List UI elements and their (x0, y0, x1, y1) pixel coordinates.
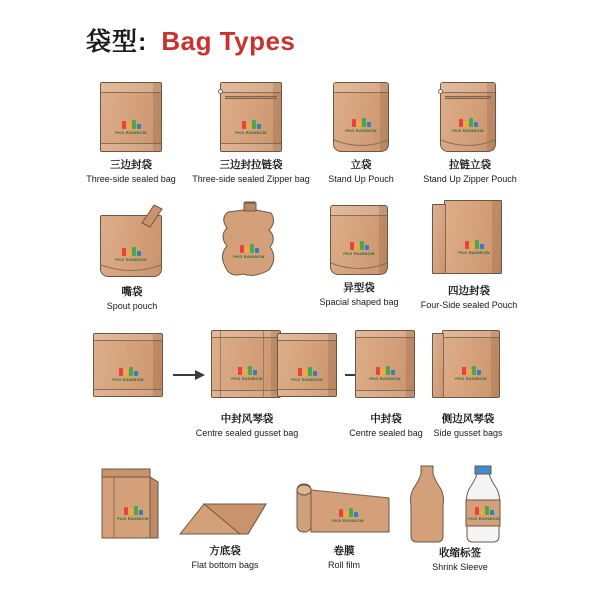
bag-illustration-stand-up-pouch (333, 82, 395, 152)
diagram-item-spout-pouch[interactable] (100, 205, 170, 312)
diagram-item-special-shaped-bag-wavy[interactable] (215, 200, 285, 280)
diagram-item-shrink-sleeve[interactable] (405, 462, 515, 573)
caption-roll-film: 卷膜 Roll film (327, 545, 360, 571)
diagram-item-centre-sealed-gusset-bag[interactable] (195, 330, 299, 439)
bottle-white-shape (461, 464, 505, 544)
brand-logo (342, 241, 376, 256)
brand-logo (234, 120, 268, 135)
page-title (86, 22, 295, 58)
brand-logo-text: PKG RAINBOW (452, 128, 484, 133)
brand-logo-text: PKG RAINBOW (345, 128, 377, 133)
diagram-item-centre-sealed-bag-flat[interactable] (277, 333, 339, 399)
brand-logo-text: PKG RAINBOW (115, 130, 147, 135)
caption-centre-sealed-bag: 中封袋 Centre sealed bag (349, 413, 423, 439)
diagram-item-stand-up-pouch[interactable] (328, 82, 395, 185)
flat-bottom-lying-shape (178, 498, 270, 540)
bag-illustration-centre-sealed-flat (277, 333, 339, 399)
brand-logo (114, 120, 148, 135)
bag-illustration-centre-sealed-bag (355, 330, 417, 400)
brand-logo (116, 506, 150, 521)
bag-illustration-stand-up-zipper-pouch (440, 82, 502, 152)
brand-logo-text: PKG RAINBOW (231, 376, 263, 381)
bag-illustration-three-side-sealed-zipper-bag (220, 82, 288, 152)
bag-illustration-flat-bottom-bag (92, 466, 166, 542)
brand-logo-text: PKG RAINBOW (235, 130, 267, 135)
diagram-item-stand-up-zipper-pouch[interactable] (423, 82, 517, 185)
diagram-item-side-gusset-bags[interactable] (432, 330, 504, 439)
diagram-item-three-side-sealed-zipper-bag[interactable] (192, 82, 310, 185)
brand-logo-text: PKG RAINBOW (117, 516, 149, 521)
caption-four-side-sealed-pouch: 四边封袋 Four-Side sealed Pouch (420, 285, 518, 311)
bag-illustration-wavy-pouch (215, 200, 285, 280)
brand-logo (232, 244, 266, 259)
brand-logo (114, 247, 148, 262)
brand-logo (344, 118, 378, 133)
gusset-base-line (333, 138, 391, 152)
diagram-item-centre-sealed-bag[interactable] (349, 330, 423, 439)
bag-illustration-spout-pouch (100, 205, 170, 277)
bag-illustration-centre-sealed-gusset-bag (211, 330, 283, 400)
flat-bottom-shape (92, 466, 166, 542)
brand-logo (467, 506, 501, 521)
bag-illustration-roll-film (295, 482, 393, 538)
bag-illustration-special-shaped-bag (330, 205, 394, 275)
diagram-item-roll-film[interactable] (295, 482, 393, 571)
gusset-base-line (100, 263, 164, 277)
caption-shrink-sleeve: 收缩标签 Shrink Sleeve (432, 547, 488, 573)
wavy-bag-shape (215, 200, 285, 280)
brand-logo-text: PKG RAINBOW (343, 251, 375, 256)
brand-logo (111, 367, 145, 382)
caption-flat-bottom-bags: 方底袋 Flat bottom bags (191, 545, 259, 571)
brand-logo-text: PKG RAINBOW (332, 518, 364, 523)
bag-illustration-shrink-sleeve (405, 462, 515, 542)
bag-illustration-three-side-sealed-bag (100, 82, 168, 152)
page-title-en: Bag Types (161, 26, 296, 56)
diagram-item-flat-bottom-bag-lying[interactable] (178, 498, 270, 571)
spout-icon (140, 203, 170, 225)
page-title-cn: 袋型: (86, 28, 148, 56)
brand-logo (230, 366, 264, 381)
brand-logo (368, 366, 402, 381)
brand-logo-text: PKG RAINBOW (233, 254, 265, 259)
diagram-item-special-shaped-bag[interactable] (319, 205, 399, 308)
caption-three-side-sealed-bag: 三边封袋 Three-side sealed bag (86, 159, 176, 185)
caption-centre-sealed-gusset-bag: 中封风琴袋 Centre sealed gusset bag (195, 413, 299, 439)
brand-logo-text: PKG RAINBOW (458, 250, 490, 255)
diagram-item-four-side-sealed-pouch[interactable] (420, 200, 518, 311)
diagram-item-flat-bottom-bags[interactable] (92, 466, 166, 542)
caption-side-gusset-bags: 侧边风琴袋 Side gusset bags (433, 413, 503, 439)
gusset-base-line (440, 138, 498, 152)
bag-illustration-four-side-sealed-pouch (432, 200, 506, 276)
brand-logo-text: PKG RAINBOW (468, 516, 500, 521)
brand-logo-text: PKG RAINBOW (455, 376, 487, 381)
brand-logo (451, 118, 485, 133)
brand-logo-text: PKG RAINBOW (112, 377, 144, 382)
bag-illustration-side-gusset-bags (432, 330, 504, 400)
brand-logo-text: PKG RAINBOW (115, 257, 147, 262)
process-arrow-1 (173, 370, 205, 380)
caption-special-shaped-bag: 异型袋 Spacial shaped bag (319, 282, 399, 308)
bag-illustration-centre-sealed-gusset-flat (93, 333, 165, 399)
bottle-kraft-shape (405, 464, 449, 544)
caption-stand-up-zipper-pouch: 拉链立袋 Stand Up Zipper Pouch (423, 159, 517, 185)
diagram-item-three-side-sealed-bag[interactable] (86, 82, 176, 185)
brand-logo-text: PKG RAINBOW (369, 376, 401, 381)
brand-logo-text: PKG RAINBOW (291, 377, 323, 382)
gusset-base-line (330, 261, 390, 275)
diagram-item-centre-sealed-gusset-bag-flat[interactable] (93, 333, 165, 399)
caption-three-side-sealed-zipper-bag: 三边封拉链袋 Three-side sealed Zipper bag (192, 159, 310, 185)
brand-logo (454, 366, 488, 381)
brand-logo (290, 367, 324, 382)
caption-stand-up-pouch: 立袋 Stand Up Pouch (328, 159, 394, 185)
brand-logo (331, 508, 365, 523)
caption-spout-pouch: 嘴袋 Spout pouch (106, 286, 158, 312)
bag-illustration-flat-bottom-lying (178, 498, 270, 540)
brand-logo (457, 240, 491, 255)
